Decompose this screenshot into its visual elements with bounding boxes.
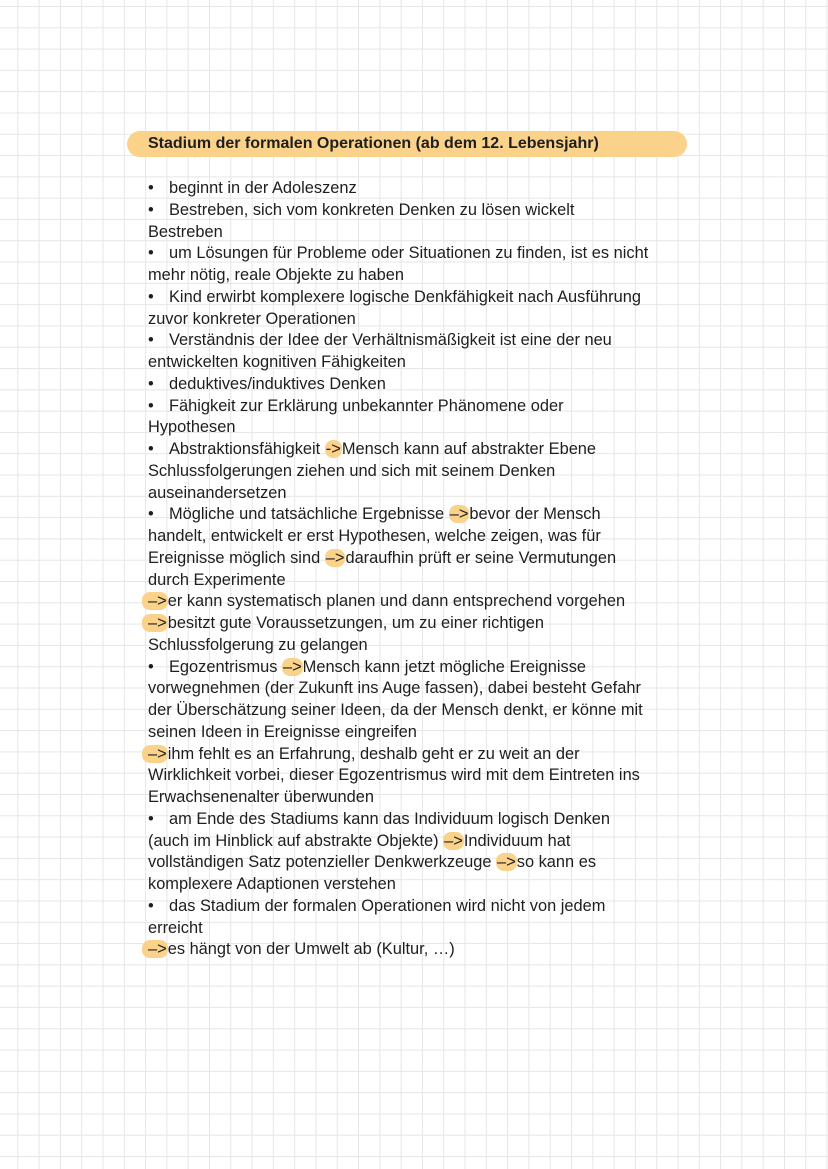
list-item [148,200,718,222]
bullet-icon: • [148,440,154,458]
item-text: besitzt gute Voraussetzungen, um zu einer richtigen [167,614,544,632]
item-text: bevor der Mensch [469,505,601,524]
item-continuation: Schlussfolgerung zu gelangen [148,635,368,654]
item-text: Bestreben, sich vom konkreten Denken zu lösen wickelt [169,200,575,219]
item-text: um Lösungen für Probleme oder Situationen zu finden, ist es nicht [169,244,649,263]
list-item [148,396,718,418]
item-text: es hängt von der Umwelt ab (Kultur, …) [167,940,455,959]
notes-body [148,178,718,961]
arrow-highlight: –> [142,592,168,610]
bullet-icon: • [148,396,154,415]
list-item [148,330,718,352]
item-text: so kann es [516,853,597,872]
list-item [148,657,718,679]
item-continuation [148,548,718,570]
item-text: Fähigkeit zur Erklärung unbekannter Phänomene oder [169,396,564,415]
item-text: deduktives/induktives Denken [169,374,386,393]
list-item [148,504,718,526]
item-continuation: Wirklichkeit vorbei, dieser Egozentrismus wird mit dem Eintreten ins [148,766,640,785]
item-continuation: auseinandersetzen [148,483,287,502]
list-item [148,178,718,200]
item-continuation: durch Experimente [148,570,286,589]
arrow-highlight: –> [142,745,168,763]
arrow-line [148,591,718,613]
title-banner [127,131,687,157]
item-text: Kind erwirbt komplexere logische Denkfähigkeit nach Ausführung [169,287,641,306]
bullet-icon: • [148,809,154,828]
item-continuation: Bestreben [148,222,223,241]
item-text: das Stadium der formalen Operationen wird nicht von jedem [169,896,606,915]
list-item [148,439,718,461]
item-continuation: der Überschätzung seiner Ideen, da der Mensch denkt, er könne mit [148,701,643,719]
list-item [148,809,718,831]
item-continuation: Hypothesen [148,418,236,437]
item-continuation: handelt, entwickelt er erst Hypothesen, welche zeigen, was für [148,527,601,545]
item-text: vollständigen Satz potenzieller Denkwerkzeuge [148,853,497,872]
item-continuation: komplexere Adaptionen verstehen [148,875,396,893]
item-text: Egozentrismus [169,657,282,676]
arrow-line [148,613,718,635]
list-item [148,287,718,309]
item-continuation: seinen Ideen in Ereignisse eingreifen [148,722,417,741]
bullet-icon: • [148,657,154,676]
item-text: Mensch kann auf abstrakter Ebene [341,440,597,458]
item-text: Abstraktionsfähigkeit [169,440,325,458]
item-text: Mögliche und tatsächliche Ergebnisse [169,505,449,524]
item-continuation: entwickelten kognitiven Fähigkeiten [148,353,406,371]
list-item [148,896,718,918]
bullet-icon: • [148,331,154,350]
item-continuation: zuvor konkreter Operationen [148,309,356,328]
bullet-icon: • [148,374,154,393]
item-text: ihm fehlt es an Erfahrung, deshalb geht er zu weit an der [167,744,580,763]
page-title: Stadium der formalen Operationen (ab dem 12. Lebensjahr) [148,135,599,152]
arrow-highlight: -> [325,440,341,458]
bullet-icon: • [148,896,154,915]
arrow-highlight: –> [142,614,168,632]
item-continuation: vorwegnehmen (der Zukunft ins Auge fassen), dabei besteht Gefahr [148,679,641,698]
item-text: (auch im Hinblick auf abstrakte Objekte) [148,831,444,850]
item-text: er kann systematisch planen und dann entsprechend vorgehen [167,592,626,611]
item-continuation: mehr nötig, reale Objekte zu haben [148,266,405,284]
bullet-icon: • [148,200,154,219]
bullet-icon: • [148,179,154,197]
item-text: am Ende des Stadiums kann das Individuum logisch Denken [169,809,610,828]
item-text: Mensch kann jetzt mögliche Ereignisse [302,657,587,676]
item-continuation: erreicht [148,918,203,937]
arrow-line [148,939,718,961]
bullet-icon: • [148,287,154,306]
list-item [148,374,718,396]
item-continuation: Erwachsenenalter überwunden [148,788,374,806]
arrow-highlight: –> [142,940,168,958]
item-text: Verständnis der Idee der Verhältnismäßigkeit ist eine der neu [169,331,612,350]
arrow-highlight: –> [325,548,345,567]
item-continuation: Schlussfolgerungen ziehen und sich mit seinem Denken [148,461,556,480]
arrow-highlight: –> [449,505,469,524]
item-text: Individuum hat [463,831,571,850]
arrow-highlight: –> [282,657,302,676]
bullet-icon: • [148,505,154,524]
item-text: beginnt in der Adoleszenz [169,179,357,197]
bullet-icon: • [148,244,154,263]
item-text: daraufhin prüft er seine Vermutungen [345,548,617,567]
arrow-line [148,744,718,766]
item-text: Ereignisse möglich sind [148,548,325,567]
item-continuation [148,831,718,853]
arrow-highlight: –> [444,831,463,850]
list-item [148,243,718,265]
item-continuation [148,852,718,874]
arrow-highlight: –> [497,853,516,872]
